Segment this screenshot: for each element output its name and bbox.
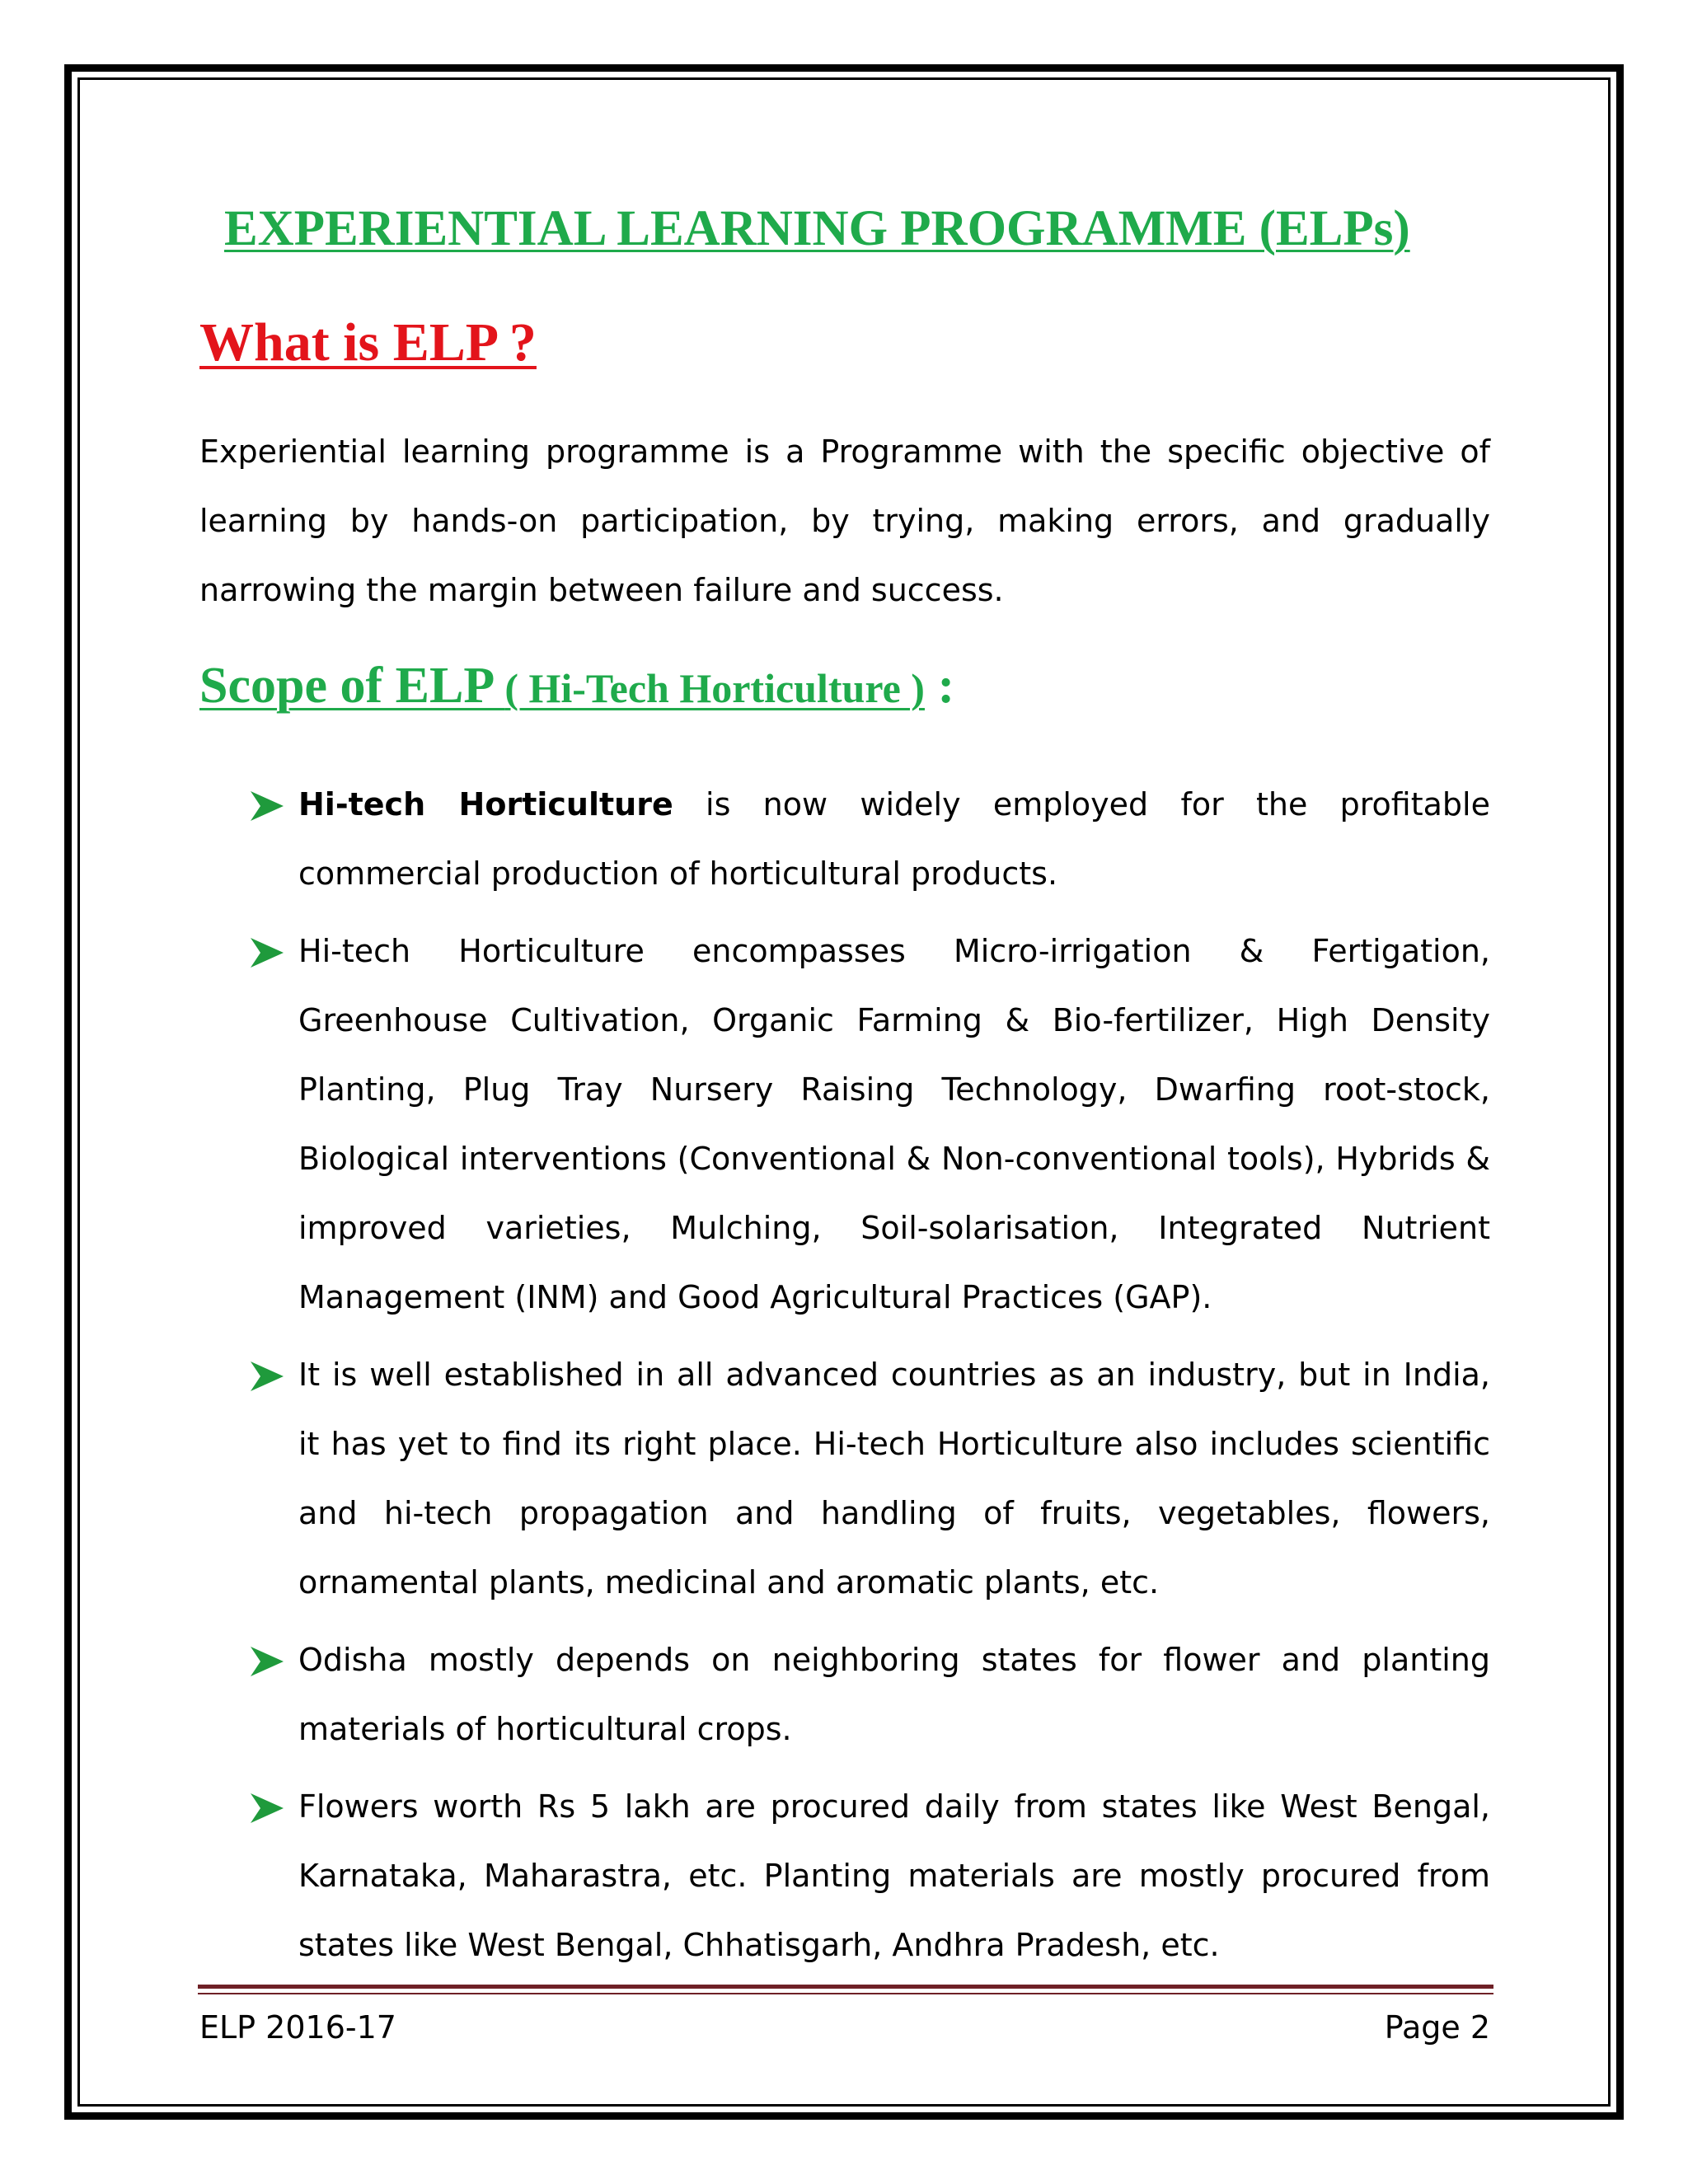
arrow-bullet-icon [251, 791, 284, 821]
footer-rule [198, 1985, 1493, 1989]
what-is-elp-heading: What is ELP ? [199, 312, 537, 373]
arrow-bullet-icon [251, 1793, 284, 1823]
page-title: EXPERIENTIAL LEARNING PROGRAMME (ELPs) [224, 201, 1410, 256]
arrow-bullet-icon [251, 938, 284, 968]
list-item [199, 916, 1490, 1332]
list-item [199, 1625, 1490, 1764]
list-item [199, 1772, 1490, 1980]
bullet-text: Odisha mostly depends on neighboring states for flower and planting materials of horticultural crops. [298, 1642, 1490, 1747]
bullet-text: is now widely employed for the profitable commercial production of horticultural products. [298, 786, 1490, 892]
bullet-text: Hi-tech Horticulture encompasses Micro-irrigation & Fertigation, Greenhouse Cultivation, Organic Farming & Bio-fertilizer, High Density Planting, Plug Tray Nursery Raising Technology, Dwarfing root-stock, Biological interventions (Conventional & Non-conventional tools), Hybrids & improved varieties, Mulching, Soil-solarisation, Integrated Nutrient Management (INM) and Good Agricultural Practices (GAP). [298, 933, 1490, 1315]
footer-label: ELP 2016-17 [199, 2009, 396, 2046]
list-item [199, 1340, 1490, 1617]
bullet-bold-text: Hi-tech Horticulture [298, 786, 673, 823]
footer-rule-thin [198, 1993, 1493, 1994]
intro-paragraph: Experiential learning programme is a Programme with the specific objective of learning by hands-on participation, by trying, making errors, and gradually narrowing the margin between failure and success. [199, 434, 1490, 608]
arrow-bullet-icon [251, 1361, 284, 1391]
page-number: Page 2 [1384, 2009, 1490, 2046]
scope-heading-prefix: Scope of ELP [199, 658, 505, 714]
bullet-text: It is well established in all advanced countries as an industry, but in India, it has yet to find its right place. Hi-tech Horticulture also includes scientific and hi-tech propagation and handling of fruits, vegetables, flowers, ornamental plants, medicinal and aromatic plants, etc. [298, 1357, 1490, 1601]
arrow-bullet-icon [251, 1647, 284, 1676]
bullet-text: Flowers worth Rs 5 lakh are procured daily from states like West Bengal, Karnataka, Maharastra, etc. Planting materials are mostly procured from states like West Bengal, Chhatisgarh, Andhra Pradesh, etc. [298, 1788, 1490, 1963]
bullet-list [199, 770, 1490, 1988]
scope-heading-subtitle: ( Hi-Tech Horticulture ) [504, 665, 925, 711]
list-item [199, 770, 1490, 908]
scope-heading [199, 651, 954, 723]
scope-heading-suffix: : [924, 658, 955, 714]
